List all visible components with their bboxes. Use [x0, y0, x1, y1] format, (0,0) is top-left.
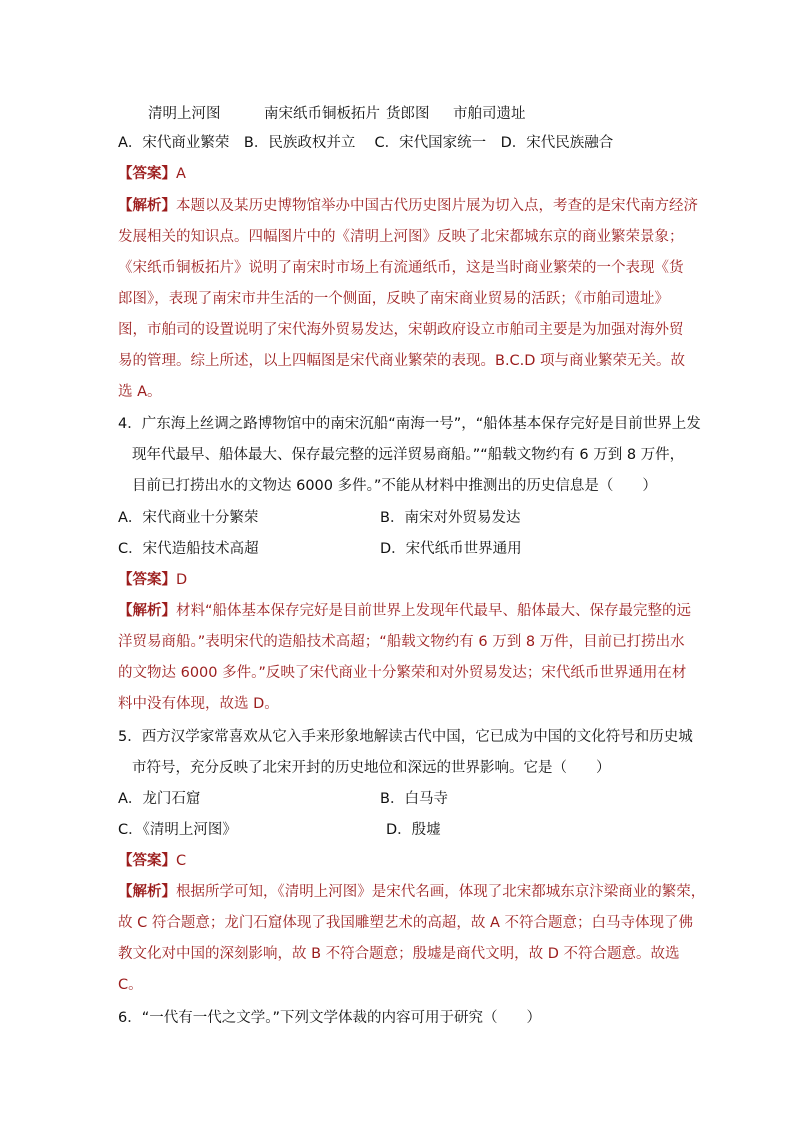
q3-analysis-line: 易的管理。综上所述，以上四幅图是宋代商业繁荣的表现。B.C.D 项与商业繁荣无关。故 — [118, 353, 686, 369]
q5-analysis-line: 故 C 符合题意；龙门石窟体现了我国雕塑艺术的高超，故 A 不符合题意；白马寺体现了佛 — [118, 915, 693, 931]
analysis-tag: 【解析】 — [118, 603, 176, 619]
q5-stem-line: 5．西方汉学家常喜欢从它入手来形象地解读古代中国，它已成为中国的文化符号和历史城 — [118, 729, 693, 745]
answer-value: A — [176, 166, 186, 182]
q4-option-d: D．宋代纸币世界通用 — [380, 541, 522, 557]
answer-value: D — [176, 572, 188, 588]
answer-tag: 【答案】 — [118, 853, 176, 869]
q6-stem: 6．“一代有一代之文学。”下列文学体裁的内容可用于研究（ ） — [118, 1010, 541, 1026]
q4-option-c: C．宋代造船技术高超 — [118, 541, 259, 557]
q5-stem-line: 市符号，充分反映了北宋开封的历史地位和深远的世界影响。它是（ ） — [132, 760, 611, 776]
q4-stem-line: 现年代最早、船体最大、保存最完整的远洋贸易商船。”“船载文物约有 6 万到 8 万件， — [132, 447, 685, 463]
q4-option-a: A．宋代商业十分繁荣 — [118, 510, 259, 526]
q3-analysis-line: 发展相关的知识点。四幅图片中的《清明上河图》反映了北宋都城东京的商业繁荣景象； — [118, 229, 684, 245]
q3-analysis-line: 图，市舶司的设置说明了宋代海外贸易发达，宋朝政府设立市舶司主要是为加强对海外贸 — [118, 322, 684, 338]
q5-analysis-line: 【解析】根据所学可知，《清明上河图》是宋代名画，体现了北宋都城东京汴梁商业的繁荣， — [118, 884, 706, 900]
q4-analysis-line: 洋贸易商船。”表明宋代的造船技术高超；“船载文物约有 6 万到 8 万件，目前已打捞出水 — [118, 634, 685, 650]
q3-options: A．宋代商业繁荣 B．民族政权并立 C．宋代国家统一 D．宋代民族融合 — [118, 135, 614, 151]
q5-analysis-line: C。 — [118, 977, 143, 993]
q4-answer — [118, 570, 187, 590]
analysis-tag: 【解析】 — [118, 884, 176, 900]
q5-answer — [118, 851, 186, 871]
caption-qingming: 清明上河图 — [148, 106, 221, 122]
q4-analysis-line: 【解析】材料“船体基本保存完好是目前世界上发现年代最早、船体最大、保存最完整的远 — [118, 603, 692, 619]
q5-option-b: B．白马寺 — [380, 791, 448, 807]
answer-tag: 【答案】 — [118, 572, 176, 588]
q5-option-a: A．龙门石窟 — [118, 791, 201, 807]
q4-stem-line: 目前已打捞出水的文物达 6000 多件。”不能从材料中推测出的历史信息是（ ） — [132, 478, 657, 494]
q3-analysis-line: 郎图》，表现了南宋市井生活的一个侧面，反映了南宋商业贸易的活跃；《市舶司遗址》 — [118, 291, 669, 307]
q3-analysis-line: 选 A。 — [118, 384, 162, 400]
q4-stem-line: 4．广东海上丝调之路博物馆中的南宋沉船“南海一号”，“船体基本保存完好是目前世界上发 — [118, 416, 701, 432]
answer-value: C — [176, 853, 187, 869]
caption-shibosi: 市舶司遗址 — [453, 106, 526, 122]
q3-answer — [118, 164, 186, 184]
q5-analysis-line: 教文化对中国的深刻影响，故 B 不符合题意；殷墟是商代文明，故 D 不符合题意。故选 — [118, 946, 680, 962]
q4-analysis-line: 料中没有体现，故选 D。 — [118, 696, 279, 712]
analysis-tag: 【解析】 — [118, 198, 176, 214]
q3-analysis-line: 《宋纸币铜板拓片》说明了南宋时市场上有流通纸币，这是当时商业繁荣的一个表现《货 — [118, 260, 684, 276]
q4-analysis-line: 的文物达 6000 多件。”反映了宋代商业十分繁荣和对外贸易发达；宋代纸币世界通用在材 — [118, 665, 687, 681]
q3-analysis-line: 【解析】本题以及某历史博物馆举办中国古代历史图片展为切入点，考查的是宋代南方经济 — [118, 198, 698, 214]
caption-paper-money: 南宋纸币铜板拓片 — [264, 106, 380, 122]
answer-tag: 【答案】 — [118, 166, 176, 182]
q5-option-c: C．《清明上河图》 — [118, 822, 237, 838]
q4-option-b: B．南宋对外贸易发达 — [380, 510, 521, 526]
caption-huolang: 货郎图 — [386, 106, 430, 122]
image-captions — [0, 102, 794, 124]
q5-option-d: D．殷墟 — [386, 822, 441, 838]
